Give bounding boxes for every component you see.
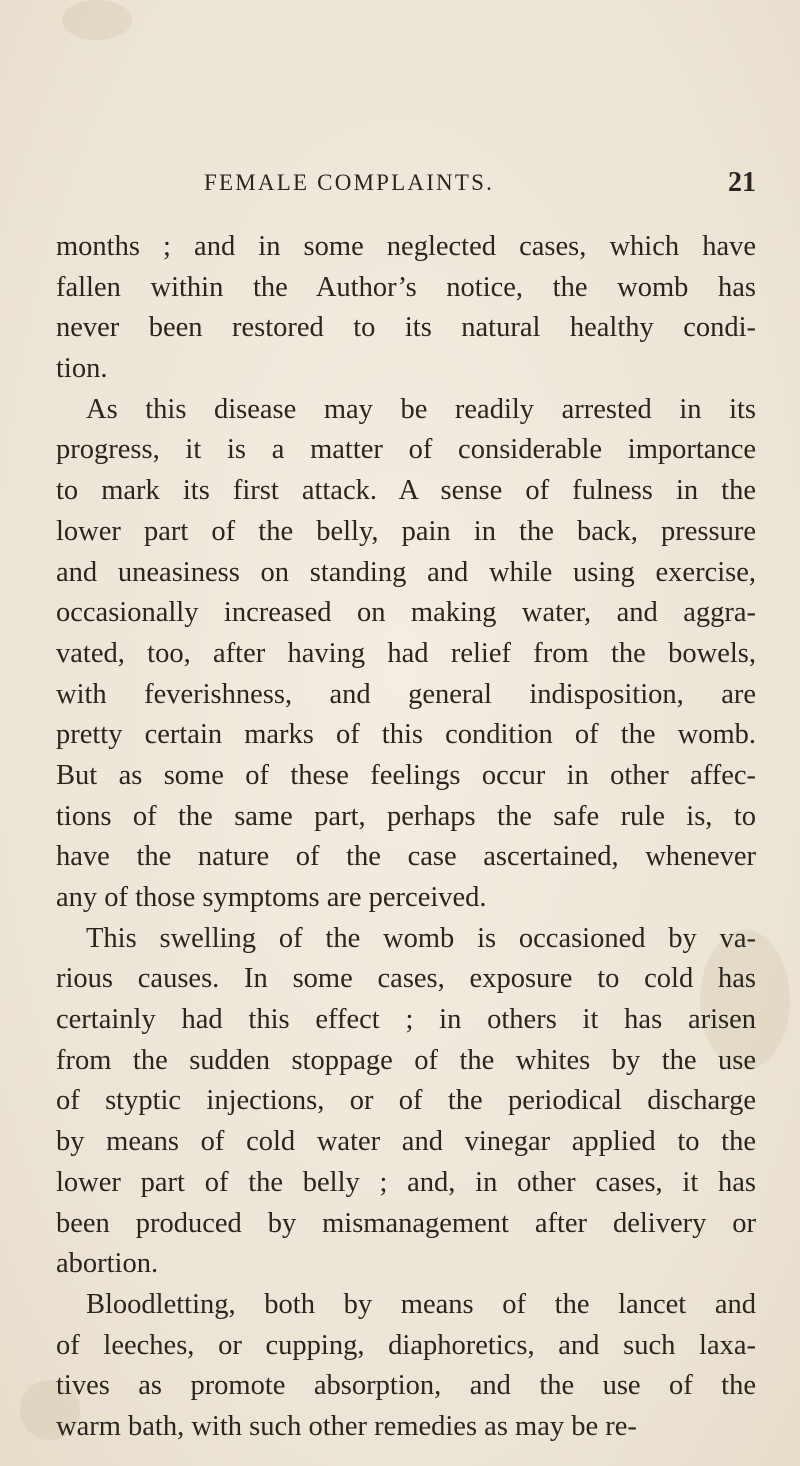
paragraph — [56, 390, 756, 919]
page-header — [204, 167, 756, 206]
text-line: abortion. — [56, 1248, 159, 1280]
body-text — [56, 227, 756, 1448]
text-line: As this disease may be readily arrested in its — [86, 393, 756, 425]
text-line: lower part of the belly, pain in the back, pressure — [56, 515, 756, 547]
text-line: vated, too, after having had relief from the bowels, — [56, 637, 756, 669]
text-line: progress, it is a matter of considerable importance — [56, 434, 756, 466]
text-line: have the nature of the case ascertained, whenever — [56, 841, 756, 873]
text-line: tives as promote absorption, and the use of the — [56, 1370, 756, 1402]
text-line: to mark its first attack. A sense of fulness in the — [56, 475, 756, 507]
text-line: certainly had this effect ; in others it has arisen — [56, 1004, 756, 1036]
text-line: never been restored to its natural healthy condi- — [56, 312, 756, 344]
text-line: This swelling of the womb is occasioned by va- — [86, 922, 756, 954]
text-line: warm bath, with such other remedies as may be re- — [56, 1410, 637, 1442]
text-line: been produced by mismanagement after delivery or — [56, 1207, 756, 1239]
text-line: months ; and in some neglected cases, which have — [56, 231, 756, 262]
text-line: rious causes. In some cases, exposure to cold has — [56, 963, 756, 995]
text-line: But as some of these feelings occur in other affec- — [56, 759, 756, 791]
text-line: tion. — [56, 353, 108, 385]
text-line: occasionally increased on making water, and aggra- — [56, 597, 756, 629]
text-line: and uneasiness on standing and while using exercise, — [56, 556, 756, 588]
text-line: fallen within the Author’s notice, the womb has — [56, 271, 756, 303]
text-line: from the sudden stoppage of the whites by the use — [56, 1044, 756, 1076]
text-line: pretty certain marks of this condition of the womb. — [56, 719, 756, 751]
text-line: with feverishness, and general indisposition, are — [56, 678, 756, 710]
paragraph — [56, 227, 756, 390]
text-line: tions of the same part, perhaps the safe rule is, to — [56, 800, 756, 832]
paper-stain — [62, 0, 132, 40]
paragraph — [56, 919, 756, 1285]
text-line: Bloodletting, both by means of the lancet and — [86, 1288, 756, 1320]
running-head: FEMALE COMPLAINTS. — [204, 170, 495, 195]
text-line: of styptic injections, or of the periodical discharge — [56, 1085, 756, 1117]
text-line: any of those symptoms are perceived. — [56, 882, 487, 913]
page-number: 21 — [728, 167, 756, 198]
text-line: of leeches, or cupping, diaphoretics, and such laxa- — [56, 1329, 756, 1361]
paragraph — [56, 1285, 756, 1448]
text-line: by means of cold water and vinegar applied to the — [56, 1126, 756, 1158]
text-line: lower part of the belly ; and, in other cases, it has — [56, 1166, 756, 1198]
